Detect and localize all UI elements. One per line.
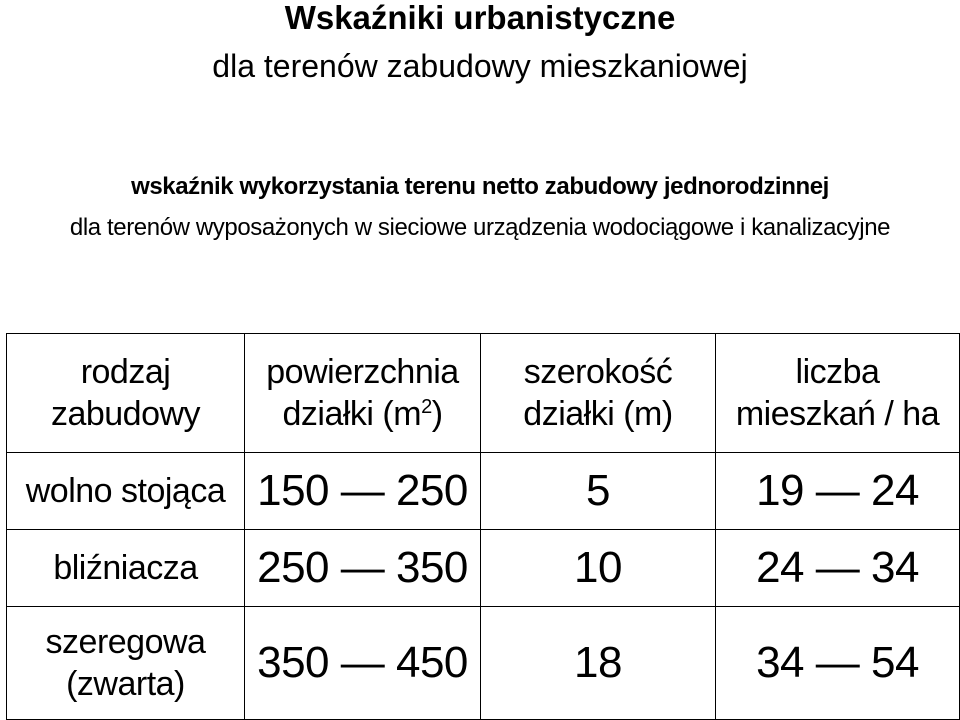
cell-building-type: wolno stojąca xyxy=(7,453,245,530)
cell-building-type: bliźniacza xyxy=(7,530,245,607)
header-building-type xyxy=(7,334,245,453)
cell-plot-area: 250 — 350 xyxy=(245,530,481,607)
page-title: Wskaźniki urbanistyczne xyxy=(284,0,676,36)
cell-residents: 19 — 24 xyxy=(716,453,960,530)
header-plot-area-line2-text: działki (m xyxy=(282,395,422,433)
cell-plot-width: 10 xyxy=(481,530,716,607)
cell-plot-width: 5 xyxy=(481,453,716,530)
indicator-name: wskaźnik wykorzystania terenu netto zabudowy jednorodzinnej xyxy=(131,173,829,200)
header-plot-width-line1: szerokość xyxy=(523,353,673,391)
table-row xyxy=(7,453,960,530)
cell-plot-area: 350 — 450 xyxy=(245,607,481,720)
indicator-description: dla terenów wyposażonych w sieciowe urządzenia wodociągowe i kanalizacyjne xyxy=(69,214,891,241)
header-plot-area-line2 xyxy=(245,393,480,435)
header-plot-area-superscript: 2 xyxy=(421,396,432,418)
cell-building-type-line2: (zwarta) xyxy=(66,665,185,703)
header-residents-line1: liczba xyxy=(795,353,880,391)
cell-residents: 34 — 54 xyxy=(716,607,960,720)
table-row xyxy=(7,530,960,607)
page-subtitle: dla terenów zabudowy mieszkaniowej xyxy=(212,48,748,84)
header-plot-area xyxy=(245,334,481,453)
header-building-type-line2: zabudowy xyxy=(50,395,201,433)
header-building-type-line1: rodzaj xyxy=(80,353,171,391)
header-plot-area-line1: powierzchnia xyxy=(266,353,459,391)
header-plot-width-line2: działki (m) xyxy=(523,395,673,433)
cell-building-type-line1: szeregowa xyxy=(45,623,206,661)
cell-plot-area: 150 — 250 xyxy=(245,453,481,530)
header-plot-area-line2-close: ) xyxy=(431,395,443,433)
indicators-table xyxy=(6,333,960,720)
header-residents-per-ha xyxy=(716,334,960,453)
cell-plot-width: 18 xyxy=(481,607,716,720)
header-residents-line2: mieszkań / ha xyxy=(735,395,940,433)
cell-building-type xyxy=(7,607,245,720)
cell-residents: 24 — 34 xyxy=(716,530,960,607)
table-row xyxy=(7,607,960,720)
header-plot-width xyxy=(481,334,716,453)
table-header-row xyxy=(7,334,960,453)
